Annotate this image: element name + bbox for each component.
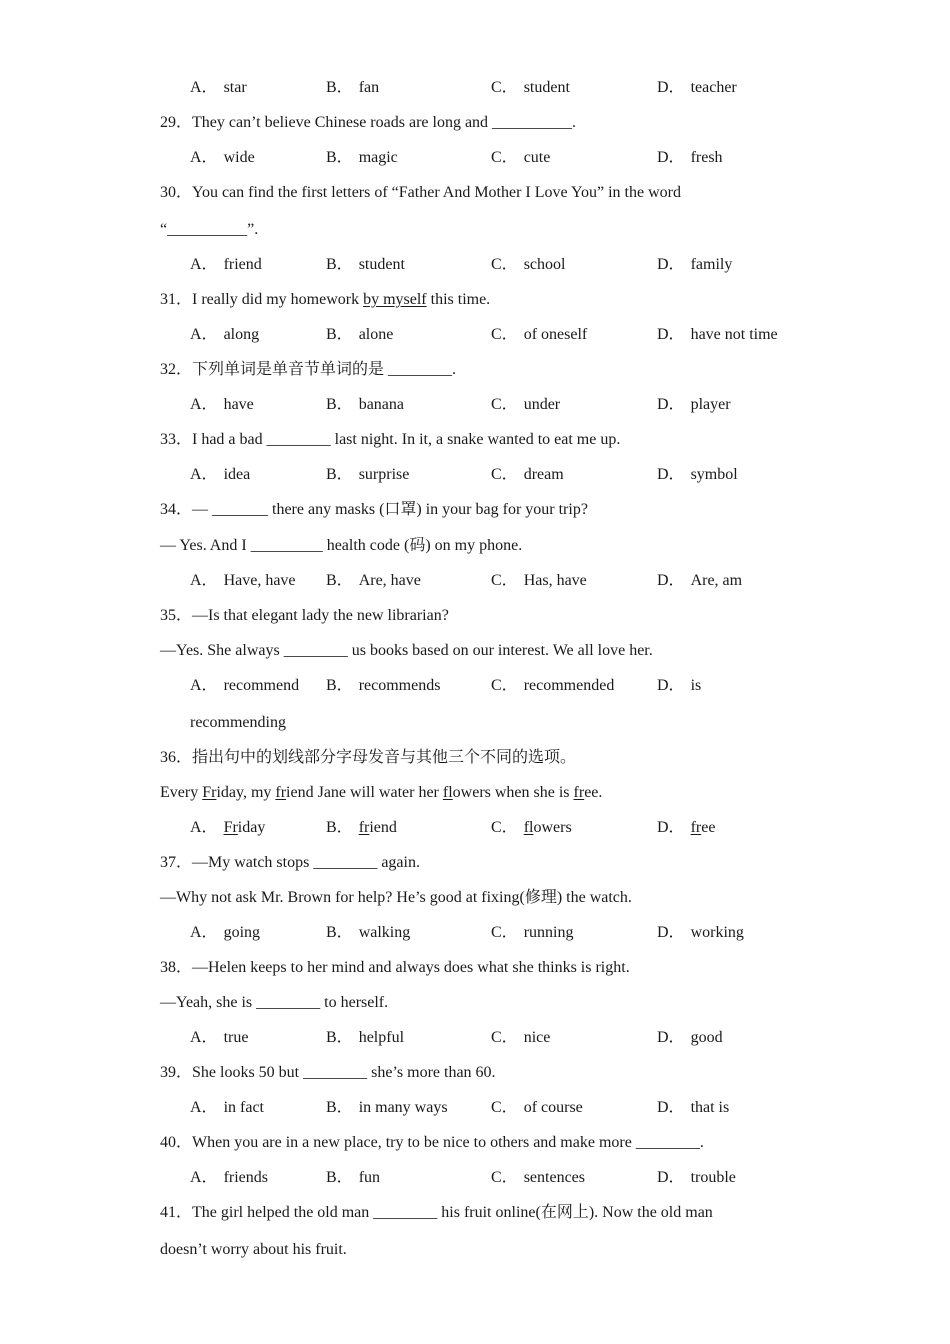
underlined-letters: fl bbox=[442, 784, 453, 801]
q34-option-b[interactable] bbox=[326, 571, 421, 591]
q38-option-b[interactable] bbox=[326, 1028, 404, 1048]
option-letter: B． bbox=[326, 1029, 353, 1046]
underlined-letters: fr bbox=[573, 784, 585, 801]
option-letter: D． bbox=[657, 1099, 685, 1116]
option-letter: D． bbox=[657, 1169, 685, 1186]
option-text: dream bbox=[523, 466, 564, 483]
option-text: helpful bbox=[358, 1029, 405, 1046]
option-text: trouble bbox=[690, 1169, 736, 1186]
option-letter: D． bbox=[657, 149, 685, 166]
q41-stem: 41．The girl helped the old man ________ his fruit online(在网上). Now the old man bbox=[160, 1204, 713, 1221]
q38-option-a[interactable] bbox=[190, 1028, 248, 1048]
stem-text: 31．I really did my homework bbox=[160, 291, 364, 308]
option-text: is bbox=[690, 677, 702, 694]
q28-option-b[interactable] bbox=[326, 78, 379, 98]
option-letter: B． bbox=[326, 256, 353, 273]
q28-option-a[interactable] bbox=[190, 78, 247, 98]
option-text: surprise bbox=[358, 466, 410, 483]
option-text: school bbox=[523, 256, 566, 273]
option-text: fan bbox=[358, 79, 380, 96]
option-letter: D． bbox=[657, 572, 685, 589]
q34-stem-reply: — Yes. And I _________ health code (码) on my phone. bbox=[160, 537, 523, 554]
option-text: iday bbox=[237, 819, 266, 836]
q37-stem-reply: —Why not ask Mr. Brown for help? He’s good at fixing(修理) the watch. bbox=[160, 889, 632, 906]
q33-option-a[interactable] bbox=[190, 465, 250, 485]
option-text: running bbox=[523, 924, 574, 941]
option-text: going bbox=[223, 924, 261, 941]
q36-option-c[interactable] bbox=[491, 818, 572, 838]
q38-option-c[interactable] bbox=[491, 1028, 550, 1048]
sentence-text: Every bbox=[160, 784, 203, 801]
q38-option-d[interactable] bbox=[657, 1028, 723, 1048]
option-letter: D． bbox=[657, 924, 685, 941]
q39-option-d[interactable] bbox=[657, 1098, 729, 1118]
option-text: have bbox=[223, 396, 254, 413]
underlined-letters: fr bbox=[358, 819, 370, 836]
option-text: recommended bbox=[523, 677, 615, 694]
option-letter: C． bbox=[491, 1169, 518, 1186]
q32-option-d[interactable] bbox=[657, 395, 731, 415]
option-text: true bbox=[223, 1029, 249, 1046]
option-letter: D． bbox=[657, 256, 685, 273]
q40-option-c[interactable] bbox=[491, 1168, 585, 1188]
option-text: along bbox=[223, 326, 260, 343]
option-letter: D． bbox=[657, 466, 685, 483]
q28-option-c[interactable] bbox=[491, 78, 570, 98]
option-text: player bbox=[690, 396, 731, 413]
option-text: fun bbox=[358, 1169, 381, 1186]
q33-stem: 33．I had a bad ________ last night. In it, a snake wanted to eat me up. bbox=[160, 431, 621, 448]
option-letter: D． bbox=[657, 819, 685, 836]
option-letter: C． bbox=[491, 1029, 518, 1046]
option-text: have not time bbox=[690, 326, 778, 343]
option-text: ee bbox=[701, 819, 716, 836]
q33-option-d[interactable] bbox=[657, 465, 738, 485]
option-text: student bbox=[358, 256, 405, 273]
q31-stem bbox=[160, 290, 490, 310]
q39-stem: 39．She looks 50 but ________ she’s more than 60. bbox=[160, 1064, 496, 1081]
option-text: magic bbox=[358, 149, 398, 166]
option-letter: C． bbox=[491, 326, 518, 343]
option-text: family bbox=[690, 256, 733, 273]
option-letter: A． bbox=[190, 572, 218, 589]
stem-text: this time. bbox=[426, 291, 491, 308]
q37-option-d[interactable] bbox=[657, 923, 744, 943]
q34-option-d[interactable] bbox=[657, 571, 742, 591]
option-text: symbol bbox=[690, 466, 738, 483]
q35-option-d[interactable] bbox=[657, 676, 701, 696]
option-letter: C． bbox=[491, 677, 518, 694]
option-letter: C． bbox=[491, 924, 518, 941]
option-letter: B． bbox=[326, 326, 353, 343]
option-text: recommend bbox=[223, 677, 300, 694]
q36-stem: 36．指出句中的划线部分字母发音与其他三个不同的选项。 bbox=[160, 749, 577, 766]
option-text: of oneself bbox=[523, 326, 588, 343]
q33-option-c[interactable] bbox=[491, 465, 564, 485]
option-text: friends bbox=[223, 1169, 268, 1186]
option-text: Have, have bbox=[223, 572, 296, 589]
q36-sentence bbox=[160, 783, 602, 803]
q39-option-b[interactable] bbox=[326, 1098, 448, 1118]
option-letter: B． bbox=[326, 677, 353, 694]
option-letter: C． bbox=[491, 466, 518, 483]
option-letter: D． bbox=[657, 326, 685, 343]
underlined-phrase: by myself bbox=[363, 291, 427, 308]
q31-option-d[interactable] bbox=[657, 325, 778, 345]
q31-option-b[interactable] bbox=[326, 325, 393, 345]
q29-option-b[interactable] bbox=[326, 148, 398, 168]
option-letter: A． bbox=[190, 256, 218, 273]
q35-option-d-continued: recommending bbox=[190, 714, 286, 731]
option-letter: A． bbox=[190, 466, 218, 483]
q37-option-c[interactable] bbox=[491, 923, 573, 943]
option-text: of course bbox=[523, 1099, 583, 1116]
option-text: under bbox=[523, 396, 561, 413]
option-letter: D． bbox=[657, 677, 685, 694]
q35-option-b[interactable] bbox=[326, 676, 440, 696]
q36-option-a[interactable] bbox=[190, 818, 265, 838]
underlined-letters: fr bbox=[275, 784, 287, 801]
option-letter: B． bbox=[326, 466, 353, 483]
option-text: banana bbox=[358, 396, 404, 413]
option-text: star bbox=[223, 79, 247, 96]
q30-stem-continued: “__________”. bbox=[160, 221, 259, 238]
option-letter: A． bbox=[190, 79, 218, 96]
q31-option-c[interactable] bbox=[491, 325, 587, 345]
option-letter: C． bbox=[491, 79, 518, 96]
option-text: in many ways bbox=[358, 1099, 448, 1116]
q41-stem-continued: doesn’t worry about his fruit. bbox=[160, 1241, 347, 1258]
option-text: iend bbox=[369, 819, 397, 836]
q32-option-c[interactable] bbox=[491, 395, 560, 415]
option-text: in fact bbox=[223, 1099, 264, 1116]
sentence-text: ee. bbox=[584, 784, 603, 801]
option-letter: B． bbox=[326, 572, 353, 589]
option-letter: C． bbox=[491, 1099, 518, 1116]
option-letter: A． bbox=[190, 396, 218, 413]
q40-option-b[interactable] bbox=[326, 1168, 380, 1188]
q29-option-a[interactable] bbox=[190, 148, 255, 168]
q35-option-a[interactable] bbox=[190, 676, 299, 696]
option-letter: A． bbox=[190, 1029, 218, 1046]
q35-stem-reply: —Yes. She always ________ us books based on our interest. We all love her. bbox=[160, 642, 653, 659]
option-text: friend bbox=[223, 256, 262, 273]
option-text: that is bbox=[690, 1099, 730, 1116]
q29-option-c[interactable] bbox=[491, 148, 550, 168]
q38-stem-reply: —Yeah, she is ________ to herself. bbox=[160, 994, 389, 1011]
q39-option-c[interactable] bbox=[491, 1098, 583, 1118]
sentence-text: iend Jane will water her bbox=[286, 784, 443, 801]
option-text: Are, have bbox=[358, 572, 421, 589]
q32-option-b[interactable] bbox=[326, 395, 404, 415]
option-text: working bbox=[690, 924, 744, 941]
option-letter: C． bbox=[491, 256, 518, 273]
option-letter: B． bbox=[326, 149, 353, 166]
underlined-letters: Fr bbox=[202, 784, 217, 801]
q40-option-a[interactable] bbox=[190, 1168, 268, 1188]
underlined-letters: fl bbox=[523, 819, 534, 836]
q30-option-a[interactable] bbox=[190, 255, 262, 275]
underlined-letters: fr bbox=[690, 819, 702, 836]
q37-option-b[interactable] bbox=[326, 923, 410, 943]
q29-option-d[interactable] bbox=[657, 148, 723, 168]
option-text: recommends bbox=[358, 677, 441, 694]
option-letter: B． bbox=[326, 924, 353, 941]
q36-option-b[interactable] bbox=[326, 818, 397, 838]
option-letter: B． bbox=[326, 819, 353, 836]
q30-option-b[interactable] bbox=[326, 255, 405, 275]
q28-option-d[interactable] bbox=[657, 78, 737, 98]
underlined-letters: Fr bbox=[223, 819, 238, 836]
q36-option-d[interactable] bbox=[657, 818, 715, 838]
option-letter: D． bbox=[657, 1029, 685, 1046]
q34-option-a[interactable] bbox=[190, 571, 296, 591]
q38-stem: 38．—Helen keeps to her mind and always does what she thinks is right. bbox=[160, 959, 630, 976]
q30-option-d[interactable] bbox=[657, 255, 732, 275]
q40-option-d[interactable] bbox=[657, 1168, 736, 1188]
option-letter: C． bbox=[491, 149, 518, 166]
q39-option-a[interactable] bbox=[190, 1098, 264, 1118]
q35-option-c[interactable] bbox=[491, 676, 614, 696]
q35-stem: 35．—Is that elegant lady the new librarian? bbox=[160, 607, 449, 624]
q31-option-a[interactable] bbox=[190, 325, 259, 345]
option-text: good bbox=[690, 1029, 723, 1046]
option-letter: A． bbox=[190, 149, 218, 166]
option-text: nice bbox=[523, 1029, 551, 1046]
option-letter: D． bbox=[657, 396, 685, 413]
q32-option-a[interactable] bbox=[190, 395, 254, 415]
option-letter: B． bbox=[326, 79, 353, 96]
q29-stem: 29．They can’t believe Chinese roads are long and __________. bbox=[160, 114, 577, 131]
q40-stem: 40．When you are in a new place, try to be nice to others and make more ________. bbox=[160, 1134, 704, 1151]
q30-option-c[interactable] bbox=[491, 255, 565, 275]
q33-option-b[interactable] bbox=[326, 465, 409, 485]
option-text: sentences bbox=[523, 1169, 585, 1186]
option-letter: B． bbox=[326, 1099, 353, 1116]
option-text: fresh bbox=[690, 149, 723, 166]
option-letter: D． bbox=[657, 79, 685, 96]
option-text: cute bbox=[523, 149, 551, 166]
option-letter: C． bbox=[491, 572, 518, 589]
option-text: student bbox=[523, 79, 570, 96]
option-text: walking bbox=[358, 924, 411, 941]
option-text: Has, have bbox=[523, 572, 587, 589]
option-letter: A． bbox=[190, 819, 218, 836]
option-text: wide bbox=[223, 149, 255, 166]
option-letter: A． bbox=[190, 1099, 218, 1116]
option-text: idea bbox=[223, 466, 251, 483]
q32-stem: 32．下列单词是单音节单词的是 ________. bbox=[160, 361, 457, 378]
sentence-text: iday, my bbox=[216, 784, 276, 801]
option-letter: B． bbox=[326, 396, 353, 413]
option-text: alone bbox=[358, 326, 394, 343]
option-text: owers bbox=[533, 819, 572, 836]
option-text: Are, am bbox=[690, 572, 743, 589]
option-letter: A． bbox=[190, 677, 218, 694]
option-text: teacher bbox=[690, 79, 737, 96]
q37-option-a[interactable] bbox=[190, 923, 260, 943]
option-letter: A． bbox=[190, 326, 218, 343]
option-letter: C． bbox=[491, 396, 518, 413]
option-letter: A． bbox=[190, 924, 218, 941]
q34-stem: 34．— _______ there any masks (口罩) in your bag for your trip? bbox=[160, 501, 588, 518]
q34-option-c[interactable] bbox=[491, 571, 587, 591]
q37-stem: 37．—My watch stops ________ again. bbox=[160, 854, 420, 871]
sentence-text: owers when she is bbox=[452, 784, 574, 801]
option-letter: C． bbox=[491, 819, 518, 836]
q30-stem: 30．You can find the first letters of “Father And Mother I Love You” in the word bbox=[160, 184, 681, 201]
option-letter: A． bbox=[190, 1169, 218, 1186]
option-letter: B． bbox=[326, 1169, 353, 1186]
